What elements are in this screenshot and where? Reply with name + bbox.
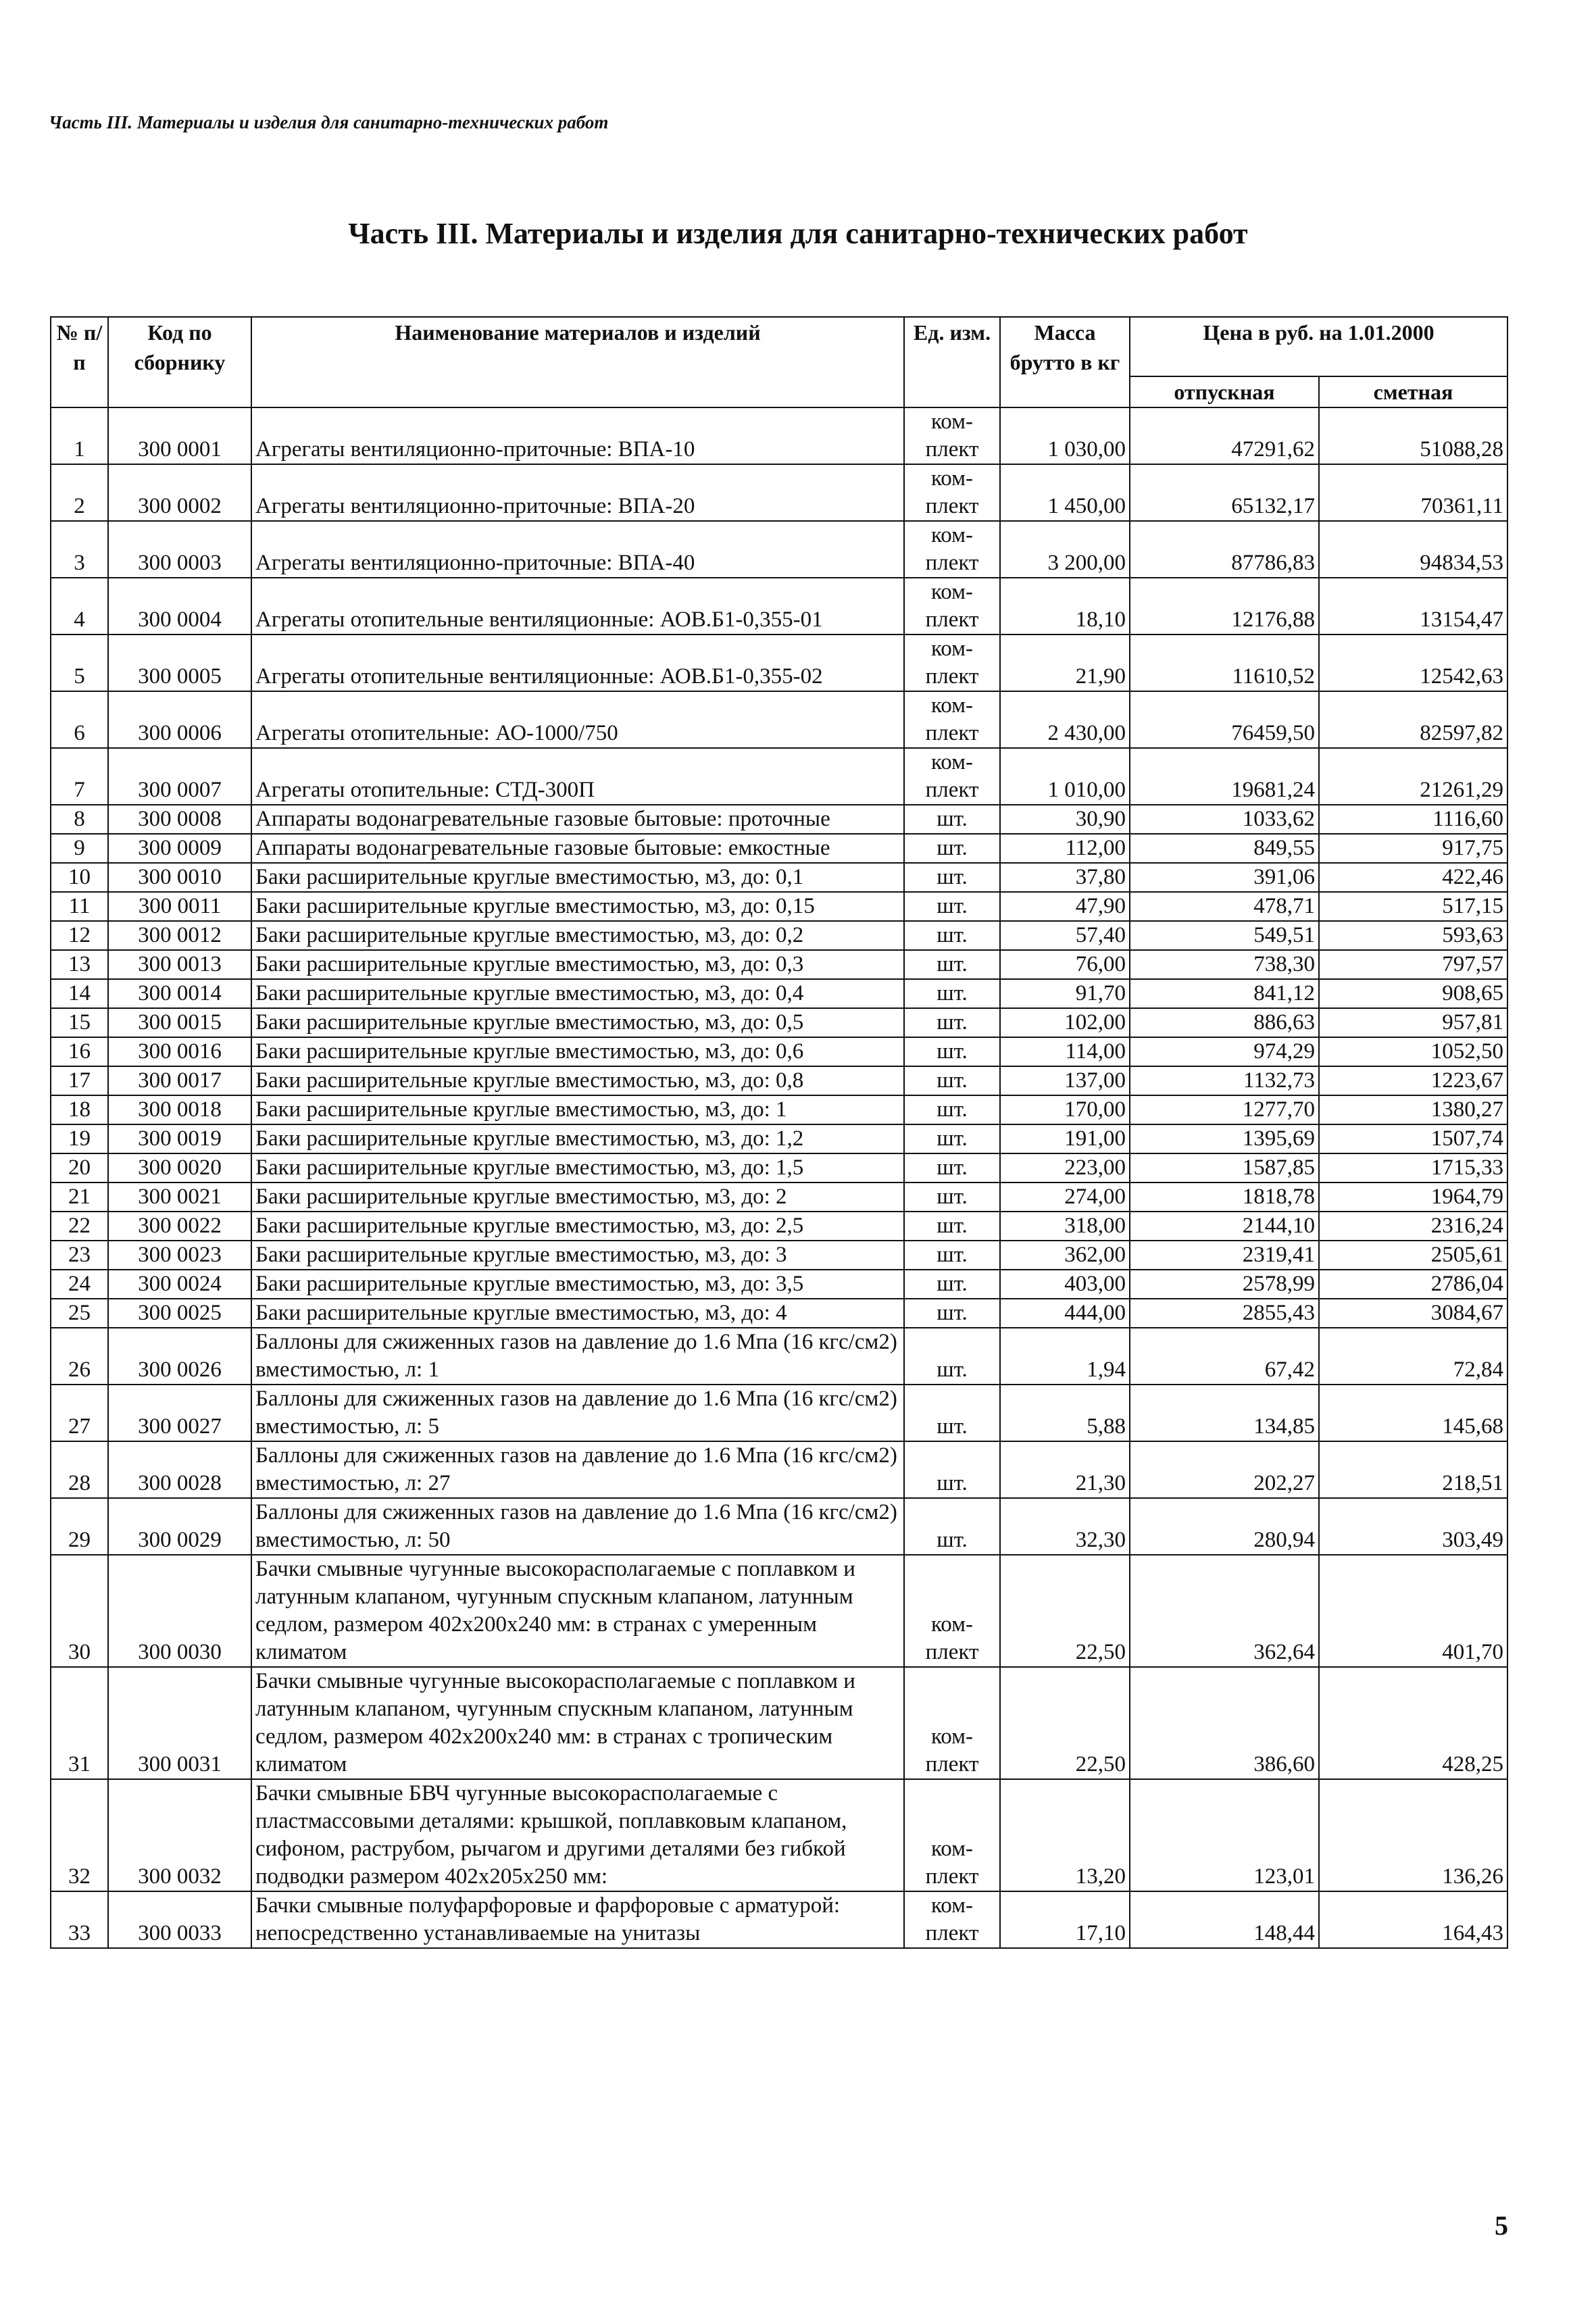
row-unit: ком- плект xyxy=(904,464,1000,521)
row-code: 300 0005 xyxy=(108,634,251,691)
row-name: Баки расширительные круглые вместимостью, м3, до: 3,5 xyxy=(251,1270,904,1299)
row-price-estimate: 2505,61 xyxy=(1319,1241,1507,1270)
table-row xyxy=(51,634,1507,691)
row-price-release: 391,06 xyxy=(1130,863,1319,892)
row-name: Баки расширительные круглые вместимостью, м3, до: 0,2 xyxy=(251,921,904,950)
table-row xyxy=(51,1212,1507,1241)
table-row xyxy=(51,464,1507,521)
row-name: Бачки смывные чугунные высокорасполагаемые с поплавком и латунным клапаном, чугунным спускным клапаном, латунным седлом, размером 402x200x240 мм: в странах с тропическим климатом xyxy=(251,1667,904,1779)
page-title: Часть III. Материалы и изделия для санитарно-технических работ xyxy=(348,217,1248,250)
table-row xyxy=(51,1008,1507,1037)
row-price-release: 549,51 xyxy=(1130,921,1319,950)
row-number: 30 xyxy=(51,1555,108,1667)
row-price-release: 1033,62 xyxy=(1130,805,1319,834)
row-code: 300 0025 xyxy=(108,1299,251,1328)
row-number: 15 xyxy=(51,1008,108,1037)
row-unit: ком- плект xyxy=(904,634,1000,691)
row-name: Баки расширительные круглые вместимостью, м3, до: 1,2 xyxy=(251,1124,904,1153)
row-name: Баки расширительные круглые вместимостью, м3, до: 0,5 xyxy=(251,1008,904,1037)
row-price-estimate: 797,57 xyxy=(1319,950,1507,979)
row-unit: шт. xyxy=(904,1498,1000,1555)
row-price-release: 202,27 xyxy=(1130,1441,1319,1498)
row-name: Баки расширительные круглые вместимостью, м3, до: 0,8 xyxy=(251,1066,904,1095)
row-number: 16 xyxy=(51,1037,108,1066)
running-header: Часть III. Материалы и изделия для санитарно-технических работ xyxy=(49,112,609,132)
row-price-release: 849,55 xyxy=(1130,834,1319,863)
row-name: Баки расширительные круглые вместимостью, м3, до: 0,3 xyxy=(251,950,904,979)
row-unit: шт. xyxy=(904,1241,1000,1270)
row-price-estimate: 1715,33 xyxy=(1319,1153,1507,1183)
row-price-release: 886,63 xyxy=(1130,1008,1319,1037)
row-mass: 18,10 xyxy=(1000,578,1130,634)
row-price-release: 478,71 xyxy=(1130,892,1319,921)
row-mass: 21,30 xyxy=(1000,1441,1130,1498)
row-number: 6 xyxy=(51,691,108,748)
row-mass: 274,00 xyxy=(1000,1183,1130,1212)
row-name: Баки расширительные круглые вместимостью, м3, до: 0,4 xyxy=(251,979,904,1008)
row-mass: 362,00 xyxy=(1000,1241,1130,1270)
row-price-release: 19681,24 xyxy=(1130,748,1319,805)
row-unit: ком- плект xyxy=(904,407,1000,464)
row-unit: шт. xyxy=(904,1212,1000,1241)
row-code: 300 0024 xyxy=(108,1270,251,1299)
table-row xyxy=(51,1153,1507,1183)
row-number: 3 xyxy=(51,521,108,578)
header-unit: Ед. изм. xyxy=(904,317,1000,407)
row-price-release: 65132,17 xyxy=(1130,464,1319,521)
row-name: Баки расширительные круглые вместимостью, м3, до: 0,6 xyxy=(251,1037,904,1066)
row-price-release: 11610,52 xyxy=(1130,634,1319,691)
row-number: 31 xyxy=(51,1667,108,1779)
table-row xyxy=(51,979,1507,1008)
table-row xyxy=(51,1441,1507,1498)
row-price-estimate: 21261,29 xyxy=(1319,748,1507,805)
row-price-release: 362,64 xyxy=(1130,1555,1319,1667)
row-mass: 17,10 xyxy=(1000,1891,1130,1948)
row-price-release: 47291,62 xyxy=(1130,407,1319,464)
row-mass: 102,00 xyxy=(1000,1008,1130,1037)
table-row xyxy=(51,578,1507,634)
row-price-release: 2319,41 xyxy=(1130,1241,1319,1270)
row-code: 300 0029 xyxy=(108,1498,251,1555)
row-mass: 76,00 xyxy=(1000,950,1130,979)
row-price-estimate: 2786,04 xyxy=(1319,1270,1507,1299)
table-row xyxy=(51,892,1507,921)
row-code: 300 0032 xyxy=(108,1779,251,1891)
row-name: Баллоны для сжиженных газов на давление до 1.6 Мпа (16 кгс/см2) вместимостью, л: 50 xyxy=(251,1498,904,1555)
table-row xyxy=(51,1299,1507,1328)
row-unit: шт. xyxy=(904,979,1000,1008)
row-code: 300 0016 xyxy=(108,1037,251,1066)
row-price-release: 1132,73 xyxy=(1130,1066,1319,1095)
row-name: Агрегаты вентиляционно-приточные: ВПА-10 xyxy=(251,407,904,464)
row-unit: ком- плект xyxy=(904,1891,1000,1948)
row-number: 23 xyxy=(51,1241,108,1270)
row-mass: 170,00 xyxy=(1000,1095,1130,1124)
row-unit: ком- плект xyxy=(904,691,1000,748)
row-number: 19 xyxy=(51,1124,108,1153)
row-price-estimate: 401,70 xyxy=(1319,1555,1507,1667)
row-number: 33 xyxy=(51,1891,108,1948)
table-row xyxy=(51,834,1507,863)
row-price-release: 2855,43 xyxy=(1130,1299,1319,1328)
row-price-estimate: 3084,67 xyxy=(1319,1299,1507,1328)
row-number: 32 xyxy=(51,1779,108,1891)
row-number: 29 xyxy=(51,1498,108,1555)
row-price-estimate: 1964,79 xyxy=(1319,1183,1507,1212)
row-price-estimate: 51088,28 xyxy=(1319,407,1507,464)
row-number: 4 xyxy=(51,578,108,634)
row-name: Агрегаты вентиляционно-приточные: ВПА-40 xyxy=(251,521,904,578)
row-number: 22 xyxy=(51,1212,108,1241)
row-price-estimate: 517,15 xyxy=(1319,892,1507,921)
row-code: 300 0001 xyxy=(108,407,251,464)
row-price-release: 386,60 xyxy=(1130,1667,1319,1779)
row-code: 300 0027 xyxy=(108,1385,251,1441)
row-number: 1 xyxy=(51,407,108,464)
price-table xyxy=(50,316,1508,1949)
table-row xyxy=(51,1385,1507,1441)
row-name: Баллоны для сжиженных газов на давление до 1.6 Мпа (16 кгс/см2) вместимостью, л: 5 xyxy=(251,1385,904,1441)
row-number: 9 xyxy=(51,834,108,863)
row-unit: шт. xyxy=(904,1066,1000,1095)
row-name: Баки расширительные круглые вместимостью, м3, до: 1,5 xyxy=(251,1153,904,1183)
row-mass: 137,00 xyxy=(1000,1066,1130,1095)
row-unit: ком- плект xyxy=(904,1667,1000,1779)
header-mass: Масса брутто в кг xyxy=(1000,317,1130,407)
row-number: 24 xyxy=(51,1270,108,1299)
table-row xyxy=(51,805,1507,834)
row-code: 300 0003 xyxy=(108,521,251,578)
table-row xyxy=(51,1037,1507,1066)
row-code: 300 0019 xyxy=(108,1124,251,1153)
row-unit: шт. xyxy=(904,1270,1000,1299)
row-price-estimate: 2316,24 xyxy=(1319,1212,1507,1241)
row-price-estimate: 422,46 xyxy=(1319,863,1507,892)
row-code: 300 0014 xyxy=(108,979,251,1008)
row-price-estimate: 1380,27 xyxy=(1319,1095,1507,1124)
row-mass: 21,90 xyxy=(1000,634,1130,691)
row-unit: шт. xyxy=(904,1008,1000,1037)
row-number: 2 xyxy=(51,464,108,521)
row-name: Баки расширительные круглые вместимостью, м3, до: 4 xyxy=(251,1299,904,1328)
row-price-release: 1277,70 xyxy=(1130,1095,1319,1124)
row-price-release: 148,44 xyxy=(1130,1891,1319,1948)
row-name: Баки расширительные круглые вместимостью, м3, до: 2,5 xyxy=(251,1212,904,1241)
row-name: Агрегаты отопительные: АО-1000/750 xyxy=(251,691,904,748)
row-price-release: 12176,88 xyxy=(1130,578,1319,634)
row-mass: 32,30 xyxy=(1000,1498,1130,1555)
row-price-release: 841,12 xyxy=(1130,979,1319,1008)
row-number: 8 xyxy=(51,805,108,834)
row-unit: ком- плект xyxy=(904,1779,1000,1891)
row-name: Бачки смывные полуфарфоровые и фарфоровые с арматурой: непосредственно устанавливаемые на унитазы xyxy=(251,1891,904,1948)
row-code: 300 0018 xyxy=(108,1095,251,1124)
row-unit: шт. xyxy=(904,805,1000,834)
row-unit: ком- плект xyxy=(904,578,1000,634)
row-name: Агрегаты отопительные вентиляционные: АОВ.Б1-0,355-02 xyxy=(251,634,904,691)
row-name: Бачки смывные чугунные высокорасполагаемые с поплавком и латунным клапаном, чугунным спускным клапаном, латунным седлом, размером 402x200x240 мм: в странах с умеренным климатом xyxy=(251,1555,904,1667)
row-price-estimate: 593,63 xyxy=(1319,921,1507,950)
row-unit: шт. xyxy=(904,1153,1000,1183)
header-price-release: отпускная xyxy=(1130,376,1319,407)
row-code: 300 0013 xyxy=(108,950,251,979)
row-price-release: 134,85 xyxy=(1130,1385,1319,1441)
row-mass: 30,90 xyxy=(1000,805,1130,834)
row-mass: 22,50 xyxy=(1000,1667,1130,1779)
row-name: Баки расширительные круглые вместимостью, м3, до: 0,15 xyxy=(251,892,904,921)
table-row xyxy=(51,1891,1507,1948)
row-price-estimate: 1507,74 xyxy=(1319,1124,1507,1153)
row-number: 12 xyxy=(51,921,108,950)
row-price-estimate: 908,65 xyxy=(1319,979,1507,1008)
row-name: Аппараты водонагревательные газовые бытовые: емкостные xyxy=(251,834,904,863)
table-row xyxy=(51,1066,1507,1095)
table-row xyxy=(51,1779,1507,1891)
price-table-body xyxy=(51,407,1507,1948)
table-row xyxy=(51,863,1507,892)
row-price-estimate: 1052,50 xyxy=(1319,1037,1507,1066)
row-number: 27 xyxy=(51,1385,108,1441)
row-code: 300 0006 xyxy=(108,691,251,748)
row-mass: 318,00 xyxy=(1000,1212,1130,1241)
header-code: Код по сборнику xyxy=(108,317,251,407)
row-price-estimate: 1223,67 xyxy=(1319,1066,1507,1095)
row-price-release: 67,42 xyxy=(1130,1328,1319,1385)
row-mass: 91,70 xyxy=(1000,979,1130,1008)
row-code: 300 0030 xyxy=(108,1555,251,1667)
row-code: 300 0010 xyxy=(108,863,251,892)
row-price-release: 2144,10 xyxy=(1130,1212,1319,1241)
row-unit: шт. xyxy=(904,950,1000,979)
table-row xyxy=(51,921,1507,950)
row-name: Агрегаты отопительные вентиляционные: АОВ.Б1-0,355-01 xyxy=(251,578,904,634)
row-code: 300 0007 xyxy=(108,748,251,805)
row-unit: ком- плект xyxy=(904,1555,1000,1667)
row-mass: 114,00 xyxy=(1000,1037,1130,1066)
row-mass: 57,40 xyxy=(1000,921,1130,950)
table-row xyxy=(51,1241,1507,1270)
row-unit: ком- плект xyxy=(904,748,1000,805)
row-price-estimate: 218,51 xyxy=(1319,1441,1507,1498)
row-number: 14 xyxy=(51,979,108,1008)
row-code: 300 0017 xyxy=(108,1066,251,1095)
row-code: 300 0012 xyxy=(108,921,251,950)
row-code: 300 0026 xyxy=(108,1328,251,1385)
row-name: Агрегаты отопительные: СТД-300П xyxy=(251,748,904,805)
row-unit: шт. xyxy=(904,1037,1000,1066)
row-unit: шт. xyxy=(904,1095,1000,1124)
row-code: 300 0009 xyxy=(108,834,251,863)
row-price-release: 1818,78 xyxy=(1130,1183,1319,1212)
row-price-release: 87786,83 xyxy=(1130,521,1319,578)
row-price-release: 76459,50 xyxy=(1130,691,1319,748)
row-number: 28 xyxy=(51,1441,108,1498)
row-price-estimate: 12542,63 xyxy=(1319,634,1507,691)
row-price-estimate: 72,84 xyxy=(1319,1328,1507,1385)
table-row xyxy=(51,1270,1507,1299)
row-price-estimate: 164,43 xyxy=(1319,1891,1507,1948)
table-row xyxy=(51,748,1507,805)
row-mass: 3 200,00 xyxy=(1000,521,1130,578)
row-mass: 37,80 xyxy=(1000,863,1130,892)
row-mass: 1 450,00 xyxy=(1000,464,1130,521)
row-unit: шт. xyxy=(904,1299,1000,1328)
row-mass: 1,94 xyxy=(1000,1328,1130,1385)
row-mass: 223,00 xyxy=(1000,1153,1130,1183)
row-mass: 47,90 xyxy=(1000,892,1130,921)
row-price-estimate: 1116,60 xyxy=(1319,805,1507,834)
row-number: 21 xyxy=(51,1183,108,1212)
row-name: Бачки смывные БВЧ чугунные высокорасполагаемые с пластмассовыми деталями: крышкой, поплавковым клапаном, сифоном, раструбом, рычагом и другими деталями без гибкой подводки размером 402x205x250 мм: xyxy=(251,1779,904,1891)
row-price-release: 123,01 xyxy=(1130,1779,1319,1891)
row-price-estimate: 428,25 xyxy=(1319,1667,1507,1779)
row-name: Баки расширительные круглые вместимостью, м3, до: 2 xyxy=(251,1183,904,1212)
row-price-estimate: 13154,47 xyxy=(1319,578,1507,634)
table-row xyxy=(51,407,1507,464)
row-price-release: 1587,85 xyxy=(1130,1153,1319,1183)
table-row xyxy=(51,1095,1507,1124)
table-row xyxy=(51,521,1507,578)
row-mass: 2 430,00 xyxy=(1000,691,1130,748)
row-mass: 444,00 xyxy=(1000,1299,1130,1328)
row-price-release: 738,30 xyxy=(1130,950,1319,979)
row-name: Баки расширительные круглые вместимостью, м3, до: 0,1 xyxy=(251,863,904,892)
row-price-estimate: 145,68 xyxy=(1319,1385,1507,1441)
table-row xyxy=(51,1555,1507,1667)
table-row xyxy=(51,1124,1507,1153)
row-unit: шт. xyxy=(904,1328,1000,1385)
row-mass: 403,00 xyxy=(1000,1270,1130,1299)
row-name: Агрегаты вентиляционно-приточные: ВПА-20 xyxy=(251,464,904,521)
row-name: Аппараты водонагревательные газовые бытовые: проточные xyxy=(251,805,904,834)
row-code: 300 0023 xyxy=(108,1241,251,1270)
table-row xyxy=(51,1498,1507,1555)
row-unit: шт. xyxy=(904,1124,1000,1153)
row-code: 300 0033 xyxy=(108,1891,251,1948)
row-price-release: 280,94 xyxy=(1130,1498,1319,1555)
row-unit: ком- плект xyxy=(904,521,1000,578)
row-code: 300 0004 xyxy=(108,578,251,634)
row-number: 20 xyxy=(51,1153,108,1183)
table-row xyxy=(51,1667,1507,1779)
header-price: Цена в руб. на 1.01.2000 xyxy=(1130,317,1507,376)
row-mass: 1 010,00 xyxy=(1000,748,1130,805)
row-price-estimate: 94834,53 xyxy=(1319,521,1507,578)
row-price-release: 974,29 xyxy=(1130,1037,1319,1066)
row-price-release: 2578,99 xyxy=(1130,1270,1319,1299)
row-code: 300 0008 xyxy=(108,805,251,834)
row-number: 26 xyxy=(51,1328,108,1385)
table-row xyxy=(51,691,1507,748)
row-mass: 13,20 xyxy=(1000,1779,1130,1891)
row-mass: 1 030,00 xyxy=(1000,407,1130,464)
row-price-estimate: 82597,82 xyxy=(1319,691,1507,748)
row-unit: шт. xyxy=(904,1385,1000,1441)
row-number: 7 xyxy=(51,748,108,805)
header-price-estimate: сметная xyxy=(1319,376,1507,407)
row-number: 5 xyxy=(51,634,108,691)
row-unit: шт. xyxy=(904,1183,1000,1212)
row-price-estimate: 917,75 xyxy=(1319,834,1507,863)
header-name: Наименование материалов и изделий xyxy=(251,317,904,407)
row-unit: шт. xyxy=(904,863,1000,892)
table-row xyxy=(51,1183,1507,1212)
row-code: 300 0022 xyxy=(108,1212,251,1241)
row-name: Баллоны для сжиженных газов на давление до 1.6 Мпа (16 кгс/см2) вместимостью, л: 1 xyxy=(251,1328,904,1385)
header-num: № п/п xyxy=(51,317,108,407)
row-number: 17 xyxy=(51,1066,108,1095)
row-code: 300 0020 xyxy=(108,1153,251,1183)
page-number: 5 xyxy=(1495,2210,1508,2241)
row-code: 300 0015 xyxy=(108,1008,251,1037)
row-mass: 22,50 xyxy=(1000,1555,1130,1667)
row-name: Баки расширительные круглые вместимостью, м3, до: 3 xyxy=(251,1241,904,1270)
table-row xyxy=(51,950,1507,979)
row-number: 18 xyxy=(51,1095,108,1124)
row-unit: шт. xyxy=(904,892,1000,921)
row-code: 300 0028 xyxy=(108,1441,251,1498)
row-unit: шт. xyxy=(904,921,1000,950)
row-mass: 112,00 xyxy=(1000,834,1130,863)
row-mass: 191,00 xyxy=(1000,1124,1130,1153)
row-price-estimate: 136,26 xyxy=(1319,1779,1507,1891)
row-number: 10 xyxy=(51,863,108,892)
row-price-estimate: 303,49 xyxy=(1319,1498,1507,1555)
row-number: 25 xyxy=(51,1299,108,1328)
row-code: 300 0021 xyxy=(108,1183,251,1212)
row-code: 300 0011 xyxy=(108,892,251,921)
row-number: 11 xyxy=(51,892,108,921)
row-code: 300 0031 xyxy=(108,1667,251,1779)
row-name: Баллоны для сжиженных газов на давление до 1.6 Мпа (16 кгс/см2) вместимостью, л: 27 xyxy=(251,1441,904,1498)
row-code: 300 0002 xyxy=(108,464,251,521)
row-price-estimate: 957,81 xyxy=(1319,1008,1507,1037)
row-mass: 5,88 xyxy=(1000,1385,1130,1441)
row-unit: шт. xyxy=(904,1441,1000,1498)
row-name: Баки расширительные круглые вместимостью, м3, до: 1 xyxy=(251,1095,904,1124)
row-price-release: 1395,69 xyxy=(1130,1124,1319,1153)
row-number: 13 xyxy=(51,950,108,979)
table-row xyxy=(51,1328,1507,1385)
row-price-estimate: 70361,11 xyxy=(1319,464,1507,521)
row-unit: шт. xyxy=(904,834,1000,863)
